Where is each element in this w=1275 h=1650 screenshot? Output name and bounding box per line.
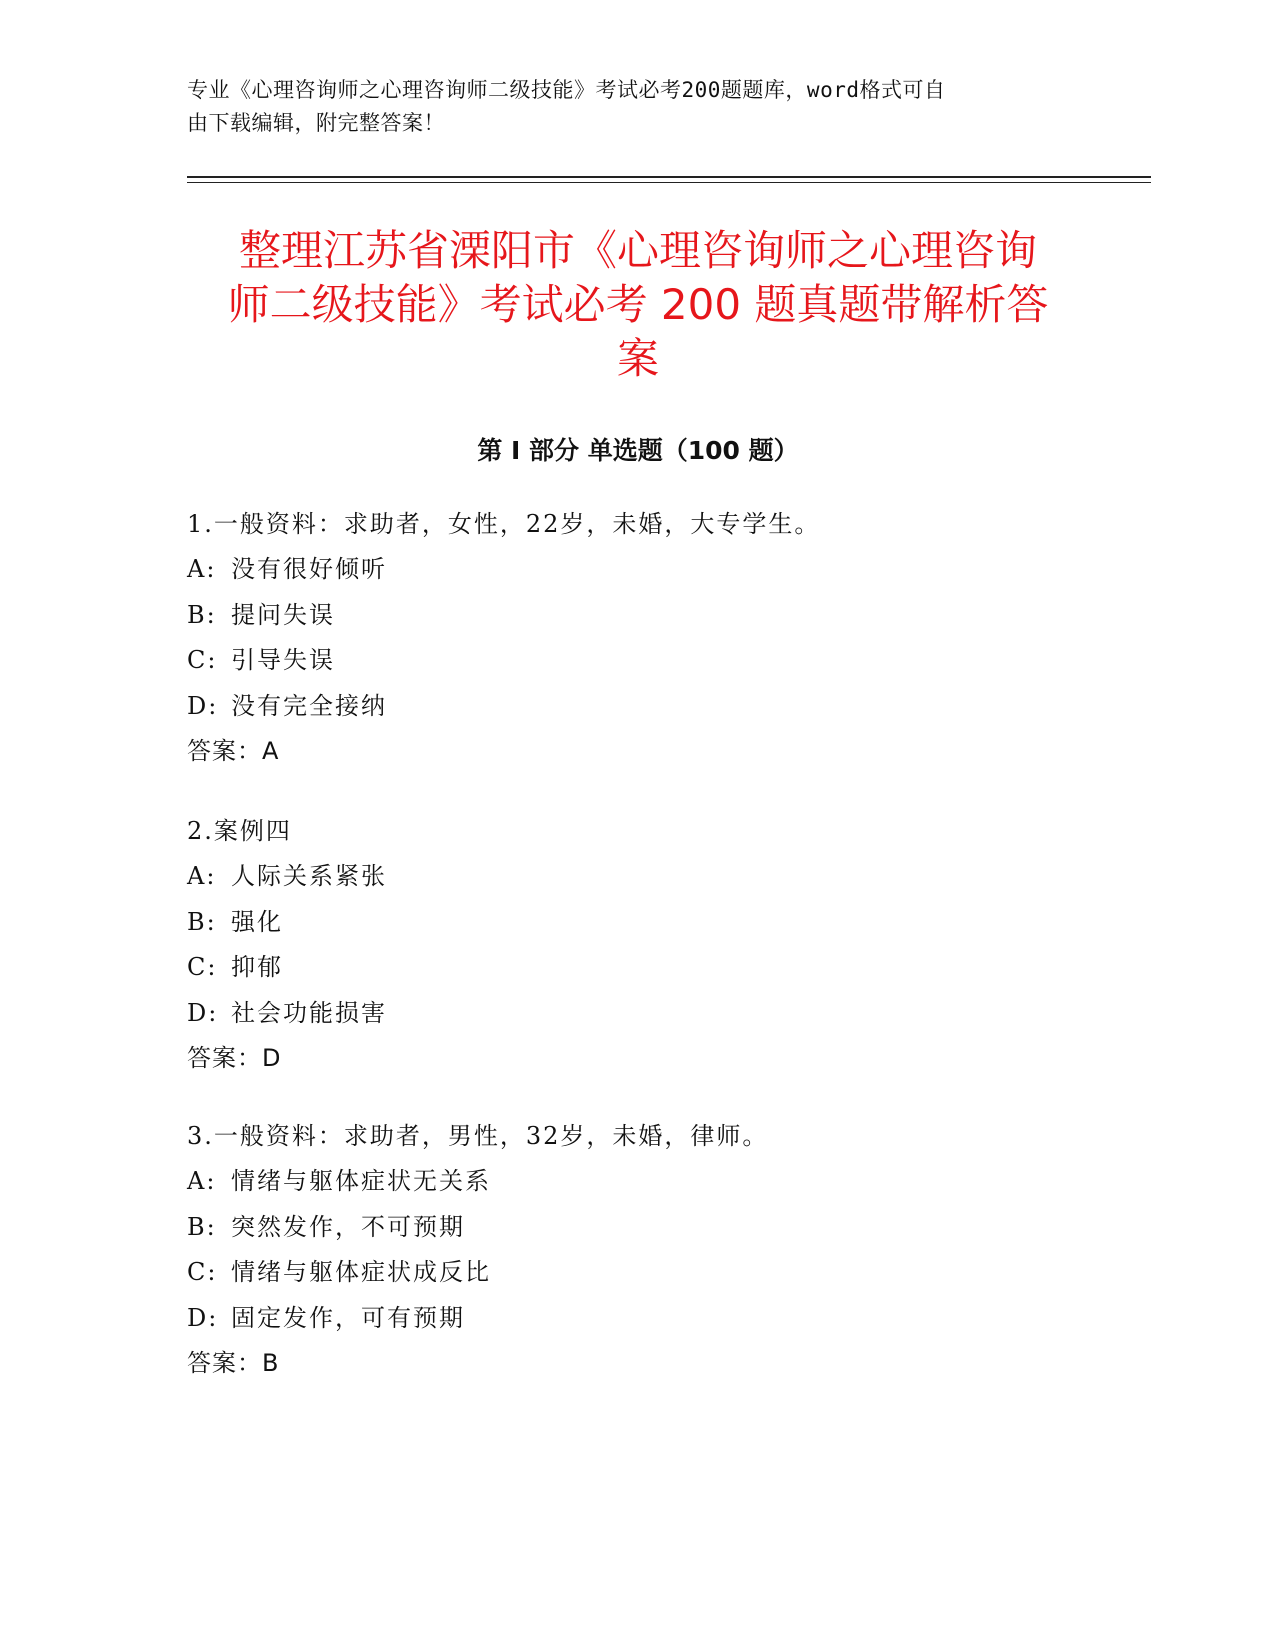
question-stem: 1.一般资料：求助者，女性，22岁，未婚，大专学生。 — [187, 510, 821, 538]
option-text: 社会功能损害 — [231, 998, 387, 1027]
option-b — [187, 900, 1087, 945]
question-stem: 2.案例四 — [187, 817, 292, 845]
option-key: D: — [187, 998, 219, 1027]
option-key: B: — [187, 907, 217, 936]
option-key: D: — [187, 1303, 219, 1332]
option-c — [187, 945, 1087, 990]
option-key: D: — [187, 691, 219, 720]
header-divider-thin — [187, 182, 1151, 183]
header-note-line-1: 专业《心理咨询师之心理咨询师二级技能》考试必考200题题库，word格式可自 — [187, 78, 946, 102]
option-key: B: — [187, 600, 217, 629]
option-d — [187, 1296, 1087, 1341]
option-b — [187, 593, 1087, 638]
document-title-line-1: 整理江苏省溧阳市《心理咨询师之心理咨询 — [238, 226, 1037, 275]
option-key: C: — [187, 953, 218, 982]
option-key: A: — [187, 1167, 217, 1196]
option-key: C: — [187, 646, 218, 675]
question-2 — [187, 809, 1087, 1081]
option-key: B: — [187, 1212, 217, 1241]
option-text: 引导失误 — [231, 646, 335, 675]
option-a — [187, 547, 1087, 592]
option-text: 突然发作，不可预期 — [231, 1212, 465, 1241]
document-title-line-3: 案 — [616, 334, 659, 383]
option-text: 没有完全接纳 — [231, 691, 387, 720]
option-a — [187, 1159, 1087, 1204]
option-key: C: — [187, 1258, 218, 1287]
question-3 — [187, 1114, 1087, 1386]
option-b — [187, 1205, 1087, 1250]
section-title: 第 I 部分 单选题（100 题） — [477, 436, 799, 465]
option-key: A: — [187, 862, 217, 891]
option-text: 情绪与躯体症状无关系 — [231, 1167, 491, 1196]
option-d — [187, 684, 1087, 729]
option-text: 提问失误 — [231, 600, 335, 629]
option-d — [187, 991, 1087, 1036]
header-note-line-2: 由下载编辑，附完整答案！ — [187, 111, 445, 135]
option-key: A: — [187, 555, 217, 584]
question-stem: 3.一般资料：求助者，男性，32岁，未婚，律师。 — [187, 1122, 769, 1150]
answer-line: 答案：B — [187, 1349, 280, 1378]
answer-line: 答案：A — [187, 737, 280, 766]
option-c — [187, 1250, 1087, 1295]
option-c — [187, 638, 1087, 683]
document-title — [187, 224, 1089, 386]
header-divider-thick — [187, 176, 1151, 178]
option-text: 抑郁 — [231, 953, 283, 982]
option-text: 人际关系紧张 — [231, 862, 387, 891]
option-text: 强化 — [231, 907, 283, 936]
question-1 — [187, 502, 1087, 774]
option-text: 情绪与躯体症状成反比 — [231, 1258, 491, 1287]
document-title-line-2: 师二级技能》考试必考 200 题真题带解析答 — [227, 280, 1049, 329]
header-note — [187, 74, 1067, 140]
option-text: 没有很好倾听 — [231, 555, 387, 584]
answer-line: 答案：D — [187, 1044, 282, 1073]
option-text: 固定发作，可有预期 — [231, 1303, 465, 1332]
option-a — [187, 854, 1087, 899]
